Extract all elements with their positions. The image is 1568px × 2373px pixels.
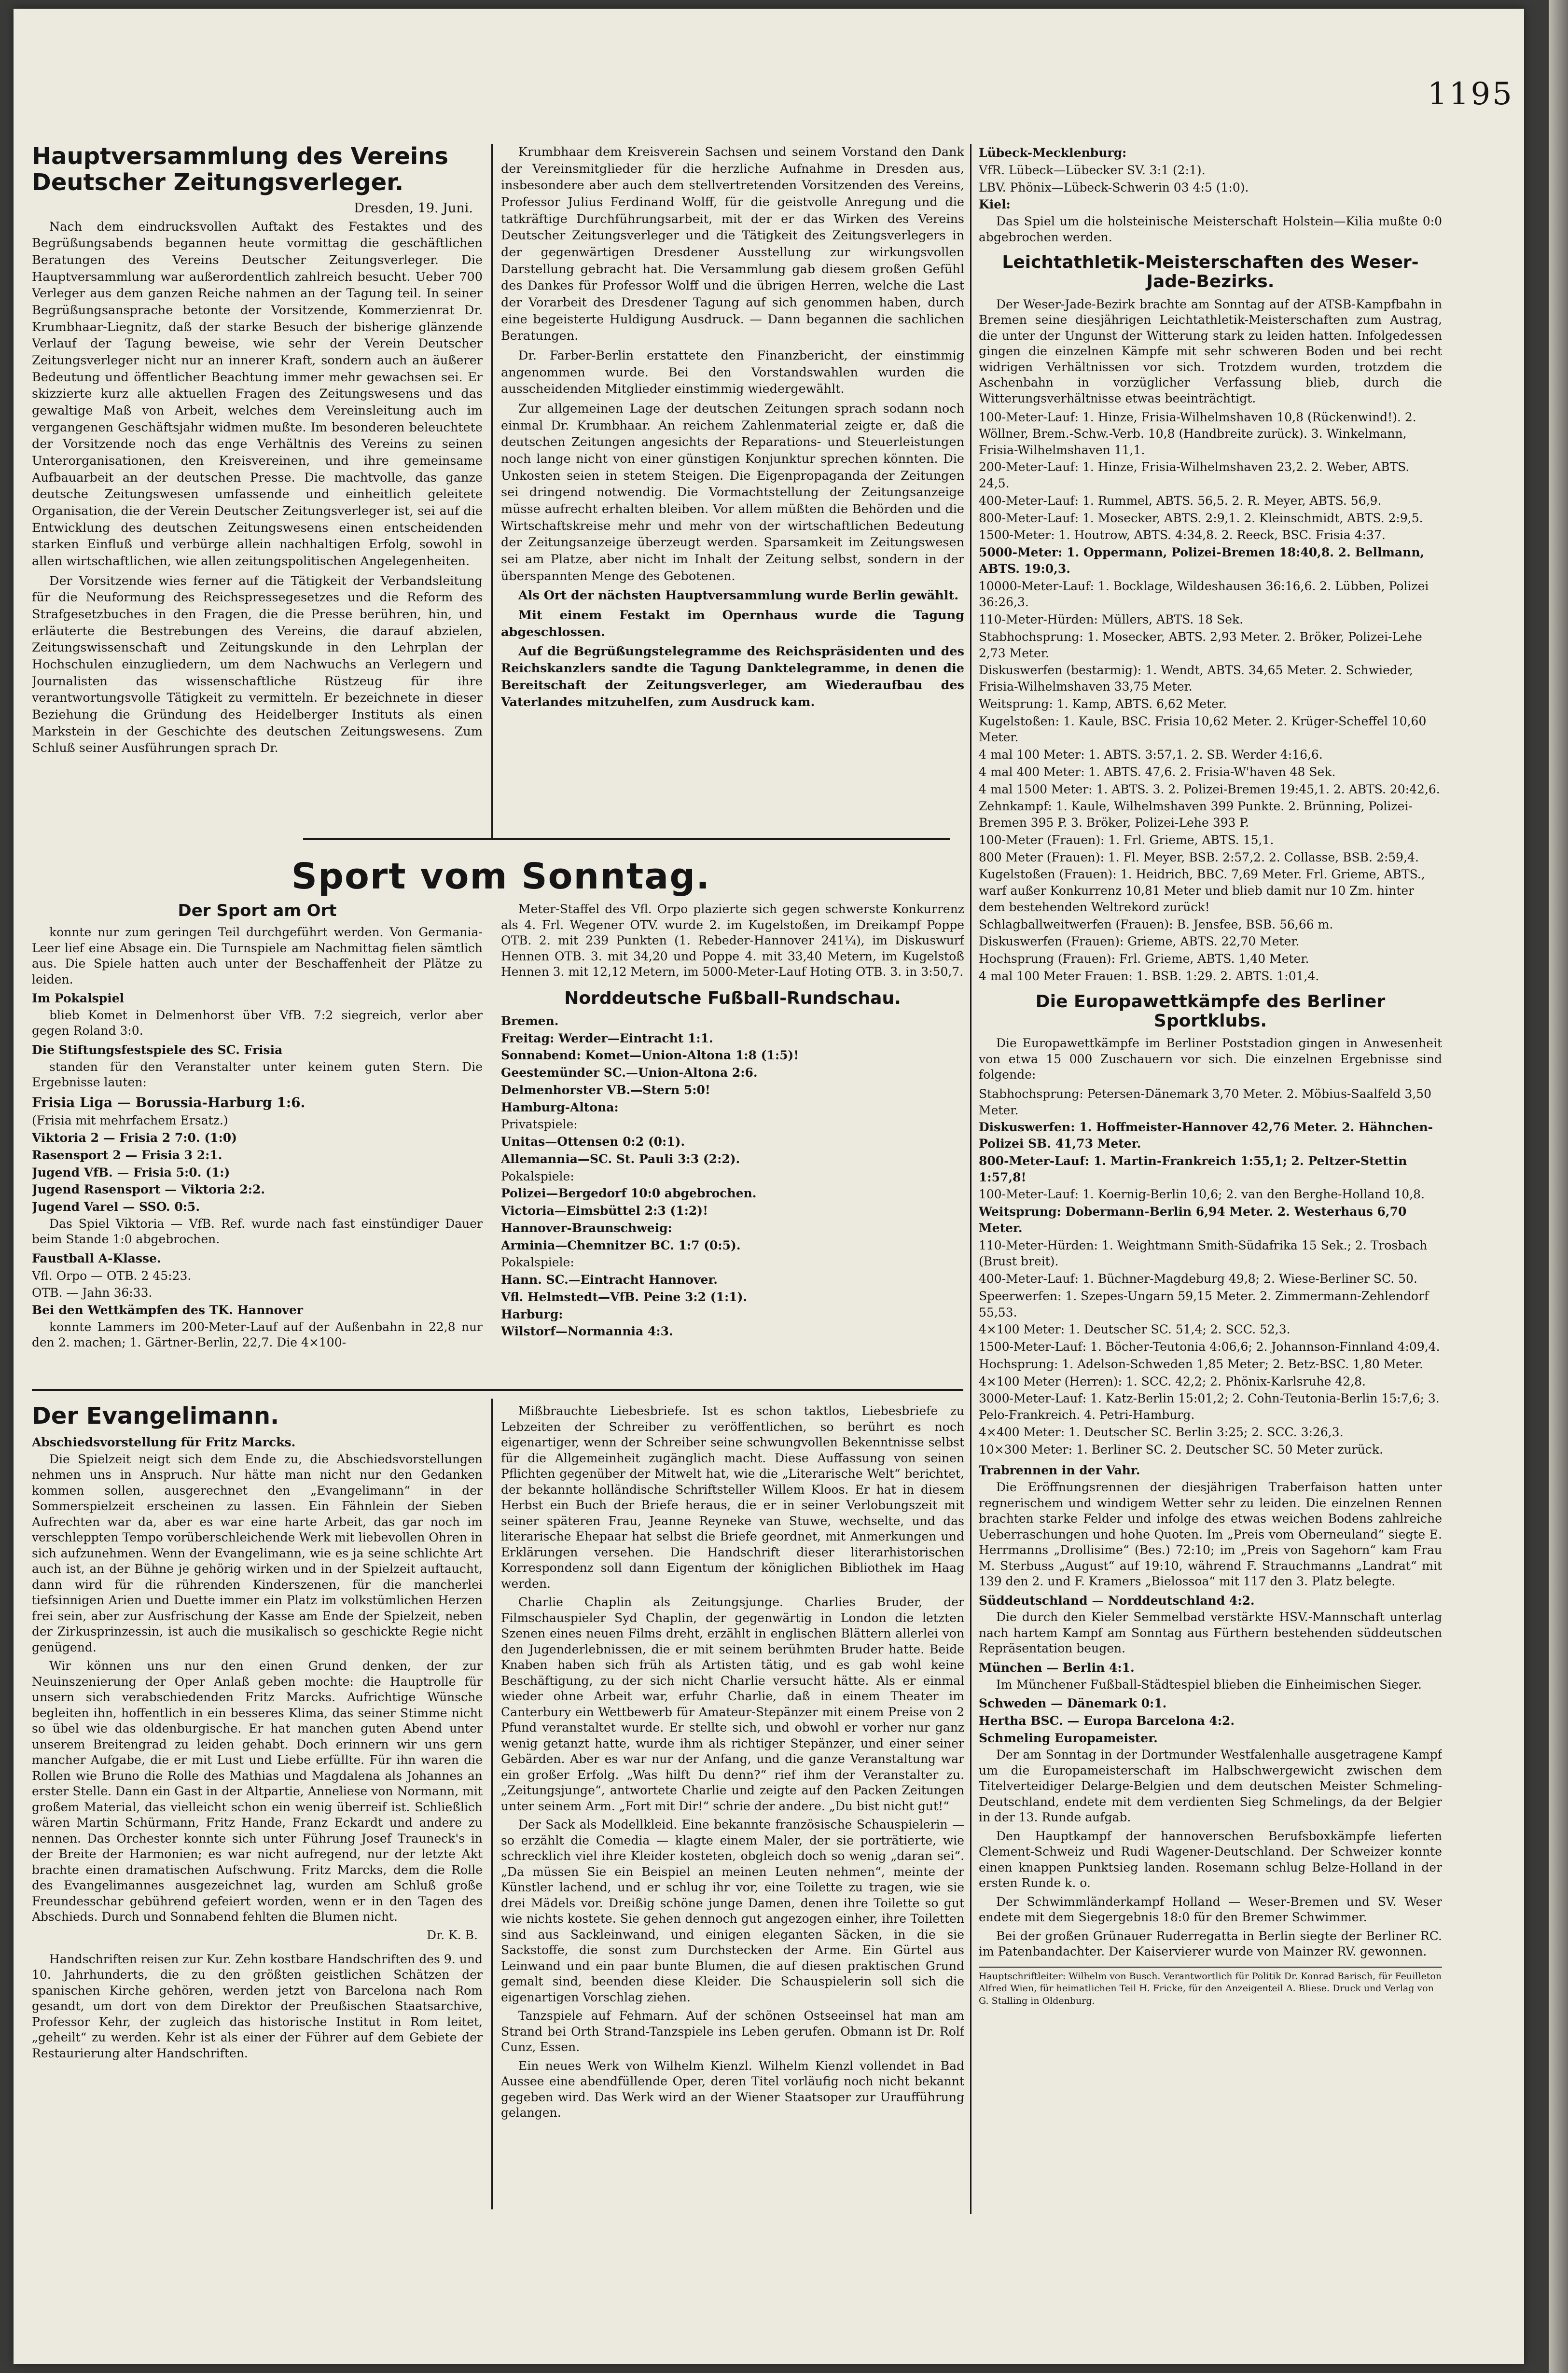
result-line: Wilstorf—Normannia 4:3. (501, 1324, 673, 1339)
article-feuilleton-notes (501, 1403, 964, 2214)
subhead: Hertha BSC. — Europa Barcelona 4:2. (979, 1713, 1235, 1728)
result-line: 800-Meter-Lauf: 1. Martin-Frankreich 1:55,1; 2. Peltzer-Stettin 1:57,8! (979, 1153, 1407, 1184)
headline-europawettkaempfe: Die Europawettkämpfe des Berliner Sportklubs. (1035, 991, 1386, 1031)
article-evangelimann (32, 1403, 483, 2214)
paragraph-chaplin: Charlie Chaplin als Zeitungsjunge. Charlies Bruder, der Filmschauspieler Syd Chaplin, der gegenwärtig in London die letzten Szenen eines neuen Films dreht, erzählt in englischen Blättern allerlei von den Jugenderlebnissen, die er mit seinem berühmten Bruder hatte. Beide Knaben haben sich früh als Artisten tätig, und es gab wohl keine Beschäftigung, zu der sich nicht Charlie versucht hätte. Als er einmal wieder ohne Arbeit war, erfuhr Charlie, daß in einem Theater im Canterbury ein Wettbewerb für Amateur-Stepänzer mit einem Preise von 2 Pfund veranstaltet wurde. Er stellte sich, und obwohl er vorher nur ganz wenig getanzt hatte, wurde ihm als richtiger Stepänzer, und einer seiner Gebärden. Aber es war nur der Anfang, und die ganze Veranstaltung war ein großer Erfolg. „Was hilft Du denn?“ rief ihm der Veranstalter zu. „Zeitungsjunge“, antwortete Charlie und zeigte auf den Packen Zeitungen unter seinem Arm. „Fort mit Dir!“ schrie der andere. „Du bist nicht gut!“ (501, 1595, 964, 1813)
paragraph: Die Eröffnungsrennen der diesjährigen Traberfaison hatten unter regnerischem und windigem Wetter sehr zu leiden. Die einzelnen Rennen brachten starke Felder und infolge des etwas weichen Bodens zahlreiche Ueberraschungen und hohe Quoten. Im „Preis vom Oberneuland“ siegte E. Herrmanns „Drollisime“ (Bes.) 72:10; im „Preis von Sagehorn“ kam Frau M. Sterbuss „August“ auf 19:10, während F. Strauchmanns „Landrat“ mit 139 den 2. und F. Kramers „Bielossoa“ mit 117 den 3. Platz belegte. (979, 1480, 1442, 1588)
result-line: Polizei—Bergedorf 10:0 abgebrochen. (501, 1186, 757, 1201)
subhead: Harburg: (501, 1307, 563, 1321)
result-line: Diskuswerfen (bestarmig): 1. Wendt, ABTS. 34,65 Meter. 2. Schwieder, Frisia-Wilhelmshaven 33,75 Meter. (979, 663, 1413, 694)
result-line: Rasensport 2 — Frisia 3 2:1. (32, 1148, 222, 1162)
paragraph: Die Spielzeit neigt sich dem Ende zu, die Abschiedsvorstellungen nehmen uns in Anspruch. Nur hätte man nicht nur den Gedanken kommen sollen, ausgerechnet den „Evangelimann“ in der Sommerspielzeit erscheinen zu lassen. Ein Fähnlein der Sieben Aufrechten war da, aber es war eine harte Arbeit, das gar noch im verschleppten Tempo vorüberschleichende Werk mit liebevollen Ohren in sich aufzunehmen. Wenn der Evangelimann, wie es ja seine schlichte Art auch ist, an der Bühne je gehörig wirken und in der Spielzeit auftaucht, dann wird für die rührenden Kinderszenen, für die mancherlei tiefsinnigen Arien und Duette immer ein Platz im volkstümlichen Herzen frei sein, aber zur Ausfrischung der Kasse am Ende der Spielzeit, neben der Zirkusprinzessin, ist auch die musikalisch so geschickte Regie nicht genügend. (32, 1452, 483, 1654)
result-line: 400-Meter-Lauf: 1. Büchner-Magdeburg 49,8; 2. Wiese-Berliner SC. 50. (979, 1272, 1417, 1286)
paragraph: Im Münchener Fußball-Städtespiel blieben die Einheimischen Sieger. (996, 1677, 1422, 1692)
column-rule-2 (970, 144, 971, 2214)
subhead: Pokalspiele: (501, 1169, 574, 1183)
result-line: Victoria—Eimsbüttel 2:3 (1:2)! (501, 1204, 708, 1218)
subhead: München — Berlin 4:1. (979, 1660, 1135, 1675)
subhead: Lübeck-Mecklenburg: (979, 146, 1127, 160)
column-rule-1b (491, 1399, 493, 2209)
result-line: Jugend Rasensport — Viktoria 2:2. (32, 1182, 265, 1197)
imprint: Hauptschriftleiter: Wilhelm von Busch. Verantwortlich für Politik Dr. Konrad Barisch, für Feuilleton Alfred Wien, für heimatlichen Teil H. Fricke, für den Anzeigenteil A. Bliese. Druck und Verlag von G. Stalling in Oldenburg. (979, 1967, 1442, 2008)
result-line: Delmenhorster VB.—Stern 5:0! (501, 1082, 710, 1097)
paragraph: Zur allgemeinen Lage der deutschen Zeitungen sprach sodann noch einmal Dr. Krumbhaar. An reichem Zahlenmaterial zeigte er, daß die deutschen Zeitungen angesichts der Reparations- und Steuerleistungen noch lange nicht von einer günstigen Konjunktur sprechen könnten. Die Unkosten seien in stetem Steigen. Die Eigenpropaganda der Zeitungen sei dringend notwendig. Die Vormachtstellung der Zeitungsanzeige müsse aufrecht erhalten bleiben. Vor allem müßten die Behörden und die Wirtschaftskreise mehr und mehr von der wirtschaftlichen Bedeutung der Zeitungsanzeige überzeugt werden. Sparsamkeit im Zeitungswesen sei am Platze, aber nicht im Inhalt der Zeitung selbst, sondern in der überspannten Menge des Gebotenen. (501, 402, 964, 583)
dateline: Dresden, 19. Juni. (354, 200, 473, 216)
paragraph-tanzspiele: Tanzspiele auf Fehmarn. Auf der schönen Ostseeinsel hat man am Strand bei Orth Strand-Tanzspiele ins Leben gerufen. Obmann ist Dr. Rolf Cunz, Essen. (501, 2009, 964, 2054)
paragraph-sack: Der Sack als Modellkleid. Eine bekannte französische Schauspielerin — so erzählt die Comedia — klagte einem Maler, der sie porträtierte, wie schrecklich viel ihre Kleider kosteten, obgleich doch so wenig „daran sei“. „Da müssen Sie ein Beispiel an meinen Leuten nehmen“, meinte der Künstler lachend, und er schlug ihr vor, eine Toilette zu tragen, wie sie drei Mädels vor. Dreißig schöne junge Damen, denen ihre Toilette so gut wie nichts kostete. Sie gehen dennoch gut angezogen einher, ihre Toiletten sind aus Sackleinwand, und einigen eleganten Säcken, in die sie Sackstoffe, die sonst zum Durchstecken der Arme. Ein Gürtel aus Leinwand und ein paar bunte Blumen, die auf diesen praktischen Grund gemalt sind, beenden diese Kleider. Die Schauspielerin soll sich die eigenartigen Vorschlag ziehen. (501, 1818, 964, 2004)
subhead: Trabrennen in der Vahr. (979, 1463, 1140, 1478)
page-edge-shadow (1549, 0, 1568, 2373)
paragraph: Das Spiel Viktoria — VfB. Ref. wurde nach fast einstündiger Dauer beim Stande 1:0 abgebrochen. (32, 1216, 483, 1247)
subhead: Schweden — Dänemark 0:1. (979, 1696, 1167, 1710)
result-line: 4 mal 1500 Meter: 1. ABTS. 3. 2. Polizei-Bremen 19:45,1. 2. ABTS. 20:42,6. (979, 782, 1440, 796)
result-line: 4×100 Meter: 1. Deutscher SC. 51,4; 2. SCC. 52,3. (979, 1322, 1290, 1337)
result-line: Weitsprung: 1. Kamp, ABTS. 6,62 Meter. (979, 696, 1227, 711)
paragraph-kienzl: Ein neues Werk von Wilhelm Kienzl. Wilhelm Kienzl vollendet in Bad Aussee eine abendfüllende Oper, deren Titel vorläufig noch nicht bekannt gegeben wird. Das Werk wird an der Wiener Staatsoper zur Uraufführung gelangen. (501, 2058, 964, 2120)
paragraph: Die Europawettkämpfe im Berliner Poststadion gingen in Anwesenheit von etwa 15 000 Zuschauern vor sich. Die einzelnen Ergebnisse sind folgende: (979, 1036, 1442, 1082)
page-number: 1195 (1428, 76, 1514, 112)
headline-leichtathletik: Leichtathletik-Meisterschaften des Weser-Jade-Bezirks. (1002, 252, 1419, 292)
paragraph: blieb Komet in Delmenhorst über VfB. 7:2 siegreich, verlor aber gegen Roland 3:0. (32, 1008, 483, 1038)
result-line: Diskuswerfen (Frauen): Grieme, ABTS. 22,70 Meter. (979, 934, 1300, 949)
result-line: Jugend Varel — SSO. 0:5. (32, 1200, 200, 1214)
result-line: 800 Meter (Frauen): 1. Fl. Meyer, BSB. 2:57,2. 2. Collasse, BSB. 2:59,4. (979, 850, 1419, 864)
subhead: Bei den Wettkämpfen des TK. Hannover (32, 1303, 303, 1318)
subhead: Kiel: (979, 197, 1011, 212)
headline-hauptversammlung: Hauptversammlung des Vereins Deutscher Zeitungsverleger. (32, 144, 449, 196)
result-line: Vfl. Orpo — OTB. 2 45:23. (32, 1268, 192, 1283)
paragraph: Der Schwimmländerkampf Holland — Weser-Bremen und SV. Weser endete mit dem Siegergebnis 18:0 für den Bremer Schwimmer. (979, 1894, 1442, 1925)
result-line: 10×300 Meter: 1. Berliner SC. 2. Deutscher SC. 50 Meter zurück. (979, 1442, 1383, 1457)
result-line: Allemannia—SC. St. Pauli 3:3 (2:2). (501, 1152, 740, 1166)
result-line: 3000-Meter-Lauf: 1. Katz-Berlin 15:01,2; 2. Cohn-Teutonia-Berlin 15:7,6; 3. Pelo-Frankreich. 4. Petri-Hamburg. (979, 1391, 1440, 1422)
result-line: Speerwerfen: 1. Szepes-Ungarn 59,15 Meter. 2. Zimmermann-Zehlendorf 55,53. (979, 1289, 1429, 1319)
result-line: 1500-Meter: 1. Houtrow, ABTS. 4:34,8. 2. Reeck, BSC. Frisia 4:37. (979, 528, 1386, 542)
subhead: Im Pokalspiel (32, 991, 125, 1006)
paragraph: Meter-Staffel des Vfl. Orpo plazierte sich gegen schwerste Konkurrenz als 4. Frl. Wegener OTV. wurde 2. im Kugelstoßen, im Dreikampf Poppe OTB. 2. mit 239 Punkten (1. Rebeder-Hannover 241¼), im Diskuswurf Hennen OTB. 3. mit 34,20 und Poppe 4. mit 33,40 Metern, im Kugelstoß Hennen 3. mit 12,12 Metern, im 5000-Meter-Lauf Hoting OTB. 3. in 3:50,7. (501, 902, 964, 979)
result-line: Diskuswerfen: 1. Hoffmeister-Hannover 42,76 Meter. 2. Hähnchen-Polizei SB. 41,73 Meter. (979, 1120, 1433, 1151)
headline-fussball: Norddeutsche Fußball-Rundschau. (564, 988, 901, 1008)
result-line: VfR. Lübeck—Lübecker SV. 3:1 (2:1). (979, 163, 1206, 177)
result-line: Hochsprung: 1. Adelson-Schweden 1,85 Meter; 2. Betz-BSC. 1,80 Meter. (979, 1357, 1424, 1371)
paragraph: Wir können uns nur den einen Grund denken, der zur Neuinszenierung der Oper Anlaß geben mochte: die Hauptrolle für unsern sich verabschiedenden Fritz Marcks. Aufrichtige Wünsche begleiten ihn, hoffentlich in ein besseres Klima, das seiner Stimme nicht so übel wie das oldenburgische. Er hat manchen guten Abend unter unserem Breitengrad zu leiden gehabt. Doch erinnern wir uns gern mancher Aufgabe, die er mit Lust und Liebe erfüllte. Für ihn waren die Rollen wie Bruno die Rolle des Mathias und Magdalena als Johannes an erster Stelle. Dann ein Gast in der Altpartie, Anneliese von Normann, mit großem Material, das vielleicht schon ein wenig überreif ist. Schließlich wären Martin Schürmann, Fritz Hande, Franz Eckardt und andere zu nennen. Das Orchester konnte sich unter Führung Josef Trauneck's in der Breite der Harmonien; es war nicht aufregend, nur der letzte Akt brachte einen dramatischen Aufschwung. Fritz Marcks, dem die Rolle des Evangelimannes ausgezeichnet lag, wurden am Schluß große Freundesschar gebührend gefeiert worden, wenn er in den Tagen des Abschieds. Durch und Sonnabend fehlten die Blumen nicht. (32, 1659, 483, 1924)
paragraph: konnte Lammers im 200-Meter-Lauf auf der Außenbahn in 22,8 nur den 2. machen; 1. Gärtner-Berlin, 22,7. Die 4×100- (32, 1319, 483, 1350)
paragraph-handschriften: Handschriften reisen zur Kur. Zehn kostbare Handschriften des 9. und 10. Jahrhunderts, die zu den größten geistlichen Schätzen der spanischen Kirche gehören, werden jetzt von Barcelona nach Rom gesandt, um dort von dem Direktor der Preußischen Staatsarchive, Professor Kehr, der zugleich das historische Institut in Rom leitet, „geheilt“ zu werden. Kehr ist als einer der Führer auf dem Gebiete der Restaurierung alter Handschriften. (32, 1952, 483, 2060)
result-line: 100-Meter-Lauf: 1. Hinze, Frisia-Wilhelmshaven 10,8 (Rückenwind!). 2. Wöllner, Brem.-Schw.-Verb. 10,8 (Handbreite zurück). 3. Winkelmann, Frisia-Wilhelmshaven 11,1. (979, 410, 1416, 457)
subhead: Süddeutschland — Norddeutschland 4:2. (979, 1593, 1255, 1608)
paragraph: Die durch den Kieler Semmelbad verstärkte HSV.-Mannschaft unterlag nach hartem Kampf am Sonntag aus Fürthern bestehenden süddeutschen Repräsentation beugen. (979, 1610, 1442, 1656)
headline-evangelimann: Der Evangelimann. (32, 1403, 279, 1429)
result-line: 4 mal 100 Meter: 1. ABTS. 3:57,1. 2. SB. Werder 4:16,6. (979, 748, 1323, 762)
column-rule-1 (491, 144, 493, 839)
subhead: Die Stiftungsfestspiele des SC. Frisia (32, 1042, 283, 1057)
result-line: 4 mal 400 Meter: 1. ABTS. 47,6. 2. Frisia-W'haven 48 Sek. (979, 764, 1336, 779)
result-line: Frisia Liga — Borussia-Harburg 1:6. (32, 1094, 305, 1110)
section-rule-evangelimann (32, 1389, 963, 1391)
paragraph: Als Ort der nächsten Hauptversammlung wurde Berlin gewählt. (518, 588, 959, 603)
paragraph: Der am Sonntag in der Dortmunder Westfalenhalle ausgetragene Kampf um die Europameisterschaft im Halbschwergewicht zwischen dem Titelverteidiger Delarge-Belgien und dem deutschen Meister Schmeling-Deutschland, endete mit dem verdienten Sieg Schmelings, da der Belgier in der 13. Runde aufgab. (979, 1748, 1442, 1825)
article-hauptversammlung-cont (501, 144, 964, 834)
newspaper-page (14, 9, 1524, 2364)
result-line: Freitag: Werder—Eintracht 1:1. (501, 1031, 713, 1045)
paragraph: konnte nur zum geringen Teil durchgeführt werden. Von Germania-Leer lief eine Absage ein. Die Turnspiele am Nachmittag fielen sämtlich aus. Die Spiele hatten auch unter der Beschaffenheit der Plätze zu leiden. (32, 925, 483, 986)
result-line: 110-Meter-Hürden: Müllers, ABTS. 18 Sek. (979, 612, 1244, 627)
result-line: Unitas—Ottensen 0:2 (0:1). (501, 1135, 685, 1149)
article-hauptversammlung (32, 144, 483, 834)
paragraph: Der Weser-Jade-Bezirk brachte am Sonntag auf der ATSB-Kampfbahn in Bremen seine diesjährigen Leichtathletik-Meisterschaften zum Austrag, die unter der Ungunst der Witterung stark zu leiden hatten. Infolgedessen gingen die einzelnen Kämpfe mit sehr schweren Boden und bei recht widrigen Verhältnissen vor sich. Trotzdem wurden, trotzdem die Aschenbahn in vorzüglicher Verfassung blieb, durch die Witterungsverhältnisse etwas beeinträchtigt. (979, 297, 1442, 405)
result-line: 10000-Meter-Lauf: 1. Bocklage, Wildeshausen 36:16,6. 2. Lübben, Polizei 36:26,3. (979, 579, 1429, 610)
sport-section-title: Sport vom Sonntag. (291, 856, 711, 897)
section-rule-sport (303, 838, 950, 840)
article-fussball-rundschau (501, 902, 964, 1384)
result-note: (Frisia mit mehrfachem Ersatz.) (32, 1113, 228, 1128)
paragraph: Mit einem Festakt im Opernhaus wurde die Tagung abgeschlossen. (501, 608, 964, 639)
result-line: LBV. Phönix—Lübeck-Schwerin 03 4:5 (1:0). (979, 180, 1249, 194)
paragraph: Der Vorsitzende wies ferner auf die Tätigkeit der Verbandsleitung für die Neuformung des Reichspressegesetzes und die Reform des Strafgesetzbuches in den Fragen, die die Presse berühren, hin, und erläuterte die Bestrebungen des Vereins, die darauf abzielen, Zeitungswissenschaft und Zeitungskunde in den Lehrplan der Hochschulen einzugliedern, um dem Nachwuchs an Verlegern und Journalisten das wissenschaftliche Rüstzeug für ihre verantwortungsvolle Tätigkeit zu vermitteln. Er bezeichnete in dieser Beziehung die Gründung des Heidelberger Instituts als einen Markstein in der Geschichte des deutschen Zeitungswesens. Zum Schluß seiner Ausführungen sprach Dr. (32, 573, 483, 756)
paragraph: Krumbhaar dem Kreisverein Sachsen und seinem Vorstand den Dank der Vereinsmitglieder für die herzliche Aufnahme in Dresden aus, insbesondere aber auch dem stellvertretenden Vorsitzenden des Vereins, Professor Julius Ferdinand Wolff, für die geistvolle Anregung und die tatkräftige Durchführungsarbeit, mit der er das Wirken des Vereins Deutscher Zeitungsverleger und die Tätigkeit des Zeitungsverlegers in der gegenwärtigen Dresdener Ausstellung zur wirkungsvollen Darstellung gebracht hat. Die Versammlung gab diesem großen Gefühl des Dankes für Professor Wolff und die übrigen Herren, welche die Last der Vorarbeit des Dresdener Tagung auf sich genommen haben, durch eine begeisterte Huldigung Ausdruck. — Dann begannen die sachlichen Beratungen. (501, 145, 964, 344)
paragraph: Nach dem eindrucksvollen Auftakt des Festaktes und des Begrüßungsabends begannen heute vormittag die geschäftlichen Beratungen des Vereins Deutscher Zeitungsverleger. Die Hauptversammlung war außerordentlich zahlreich besucht. Ueber 700 Verleger aus dem ganzen Reiche nahmen an der Tagung teil. In seiner Begrüßungsansprache betonte der Vorsitzende, Kommerzienrat Dr. Krumbhaar-Liegnitz, daß der starke Besuch der bisherige glänzende Verlauf der Tagung beweise, wie sehr der Verein Deutscher Zeitungsverleger nicht nur an innerer Kraft, sondern auch an äußerer Bedeutung und öffentlicher Beachtung immer mehr gewachsen sei. Er skizzierte kurz alle aktuellen Fragen des Zeitungswesens und das gewaltige Maß von Arbeit, welches dem Vereinsleitung auch im vergangenen Geschäftsjahr widmen mußte. Im besonderen beleuchtete der Vorsitzende noch das enge Verhältnis des Vereins zu seinen Unterorganisationen, den Kreisvereinen, und ihre gemeinsame Aufbauarbeit an der deutschen Presse. Die machtvolle, das ganze deutsche Zeitungswesen umfassende und einheitlich geleitete Organisation, die der Verein Deutscher Zeitungsverleger ist, sei auf die Entwicklung des deutschen Zeitungswesens einen entscheidenden starken Einfluß und verbürge allein nachhaltigen Erfolg, sowohl in allen wirtschaftlichen, wie allen zeitungspolitischen Angelegenheiten. (32, 219, 483, 569)
subhead: Hamburg-Altona: (501, 1100, 619, 1114)
subhead: Abschiedsvorstellung für Fritz Marcks. (32, 1435, 296, 1449)
paragraph: Auf die Begrüßungstelegramme des Reichspräsidenten und des Reichskanzlers sandte die Tagung Danktelegramme, in denen die Bereitschaft der Zeitungsverleger, am Wiederaufbau des Vaterlandes mitzuhelfen, zum Ausdruck kam. (501, 644, 964, 709)
result-line: Kugelstoßen (Frauen): 1. Heidrich, BBC. 7,69 Meter. Frl. Grieme, ABTS., warf außer Konkurrenz 10,81 Meter und blieb damit nur 10 Zm. hinter dem bestehenden Weltrekord zurück! (979, 867, 1425, 914)
result-line: Sonnabend: Komet—Union-Altona 1:8 (1:5)! (501, 1048, 799, 1063)
subhead: Hannover-Braunschweig: (501, 1221, 672, 1235)
article-sport-am-ort (32, 902, 483, 1384)
result-line: Schlagballweitwerfen (Frauen): B. Jensfee, BSB. 56,66 m. (979, 917, 1333, 931)
result-line: Hochsprung (Frauen): Frl. Grieme, ABTS. 1,40 Meter. (979, 952, 1309, 966)
result-line: Zehnkampf: 1. Kaule, Wilhelmshaven 399 Punkte. 2. Brünning, Polizei-Bremen 395 P. 3. Bröker, Polizei-Lehe 393 P. (979, 799, 1413, 830)
result-line: Arminia—Chemnitzer BC. 1:7 (0:5). (501, 1238, 741, 1252)
subhead: Pokalspiele: (501, 1255, 574, 1270)
result-line: 4 mal 100 Meter Frauen: 1. BSB. 1:29. 2. ABTS. 1:01,4. (979, 969, 1319, 983)
result-line: Viktoria 2 — Frisia 2 7:0. (1:0) (32, 1131, 237, 1145)
result-line: 100-Meter (Frauen): 1. Frl. Grieme, ABTS. 15,1. (979, 833, 1274, 847)
result-line: Weitsprung: Dobermann-Berlin 6,94 Meter. 2. Westerhaus 6,70 Meter. (979, 1205, 1407, 1235)
subhead: Bremen. (501, 1013, 559, 1028)
result-line: 4×400 Meter: 1. Deutscher SC. Berlin 3:25; 2. SCC. 3:26,3. (979, 1425, 1344, 1439)
result-line: OTB. — Jahn 36:33. (32, 1286, 153, 1300)
paragraph-liebesbriefe: Mißbrauchte Liebesbriefe. Ist es schon taktlos, Liebesbriefe zu Lebzeiten der Schreiber zu veröffentlichen, so berührt es noch eigenartiger, wenn der Schreiber seine schwungvollen Bekenntnisse selbst für die Allgemeinheit zugänglich macht. Diese Auffassung von seinen Pflichten gegenüber der Mitwelt hat, wie die „Literarische Welt“ berichtet, der bekannte holländische Schriftsteller Willem Kloos. Er hat in diesem Herbst ein Buch der Briefe heraus, die er in seiner Verlobungszeit mit seiner späteren Frau, Jeanne Reyneke van Stuwe, wechselte, und das literarische Ehepaar hat selbst die Briefe geordnet, mit Anmerkungen und Erklärungen versehen. Die Handschrift dieser literarhistorischen Korrespondenz soll dann Eigentum der königlichen Bibliothek im Haag werden. (501, 1404, 964, 1591)
result-line: Jugend VfB. — Frisia 5:0. (1:) (32, 1165, 230, 1180)
result-line: Stabhochsprung: Petersen-Dänemark 3,70 Meter. 2. Möbius-Saalfeld 3,50 Meter. (979, 1086, 1432, 1117)
subhead: Privatspiele: (501, 1117, 578, 1132)
result-line: 400-Meter-Lauf: 1. Rummel, ABTS. 56,5. 2. R. Meyer, ABTS. 56,9. (979, 493, 1382, 508)
result-line: Geestemünder SC.—Union-Altona 2:6. (501, 1066, 758, 1080)
author-signature: Dr. K. B. (426, 1928, 478, 1942)
subhead: Faustball A-Klasse. (32, 1251, 161, 1265)
result-line: 800-Meter-Lauf: 1. Mosecker, ABTS. 2:9,1. 2. Kleinschmidt, ABTS. 2:9,5. (979, 511, 1423, 525)
paragraph: Das Spiel um die holsteinische Meisterschaft Holstein—Kilia mußte 0:0 abgebrochen werden. (979, 214, 1442, 244)
subhead: Schmeling Europameister. (979, 1731, 1158, 1745)
result-line: 110-Meter-Hürden: 1. Weightmann Smith-Südafrika 15 Sek.; 2. Trosbach (Brust breit). (979, 1238, 1428, 1269)
result-line: 200-Meter-Lauf: 1. Hinze, Frisia-Wilhelmshaven 23,2. 2. Weber, ABTS. 24,5. (979, 460, 1410, 491)
paragraph: Den Hauptkampf der hannoverschen Berufsboxkämpfe lieferten Clement-Schweiz und Rudi Wagener-Deutschland. Der Schweizer konnte einen knappen Punktsieg landen. Rosemann schlug Belze-Holland in der ersten Runde k. o. (979, 1829, 1442, 1890)
result-line: 1500-Meter-Lauf: 1. Böcher-Teutonia 4:06,6; 2. Johannson-Finnland 4:09,4. (979, 1340, 1440, 1354)
result-line: 5000-Meter: 1. Oppermann, Polizei-Bremen 18:40,8. 2. Bellmann, ABTS. 19:0,3. (979, 545, 1425, 576)
sports-column (979, 144, 1442, 2219)
result-line: Vfl. Helmstedt—VfB. Peine 3:2 (1:1). (501, 1290, 748, 1304)
result-line: Stabhochsprung: 1. Mosecker, ABTS. 2,93 Meter. 2. Bröker, Polizei-Lehe 2,73 Meter. (979, 629, 1422, 660)
result-line: Hann. SC.—Eintracht Hannover. (501, 1273, 718, 1287)
result-line: 4×100 Meter (Herren): 1. SCC. 42,2; 2. Phönix-Karlsruhe 42,8. (979, 1374, 1366, 1388)
result-line: Kugelstoßen: 1. Kaule, BSC. Frisia 10,62 Meter. 2. Krüger-Scheffel 10,60 Meter. (979, 714, 1427, 745)
paragraph: standen für den Veranstalter unter keinem guten Stern. Die Ergebnisse lauten: (32, 1059, 483, 1090)
result-line: 100-Meter-Lauf: 1. Koernig-Berlin 10,6; 2. van den Berghe-Holland 10,8. (979, 1187, 1425, 1202)
paragraph: Dr. Farber-Berlin erstattete den Finanzbericht, der einstimmig angenommen wurde. Bei den Vorstandswahlen wurden die ausscheidenden Mitglieder einstimmig wiedergewählt. (501, 348, 964, 397)
paragraph: Bei der großen Grünauer Ruderregatta in Berlin siegte der Berliner RC. im Patenbandachter. Der Kaiservierer wurde von Mainzer RV. gewonnen. (979, 1929, 1442, 1959)
headline-sport-am-ort: Der Sport am Ort (178, 902, 337, 920)
